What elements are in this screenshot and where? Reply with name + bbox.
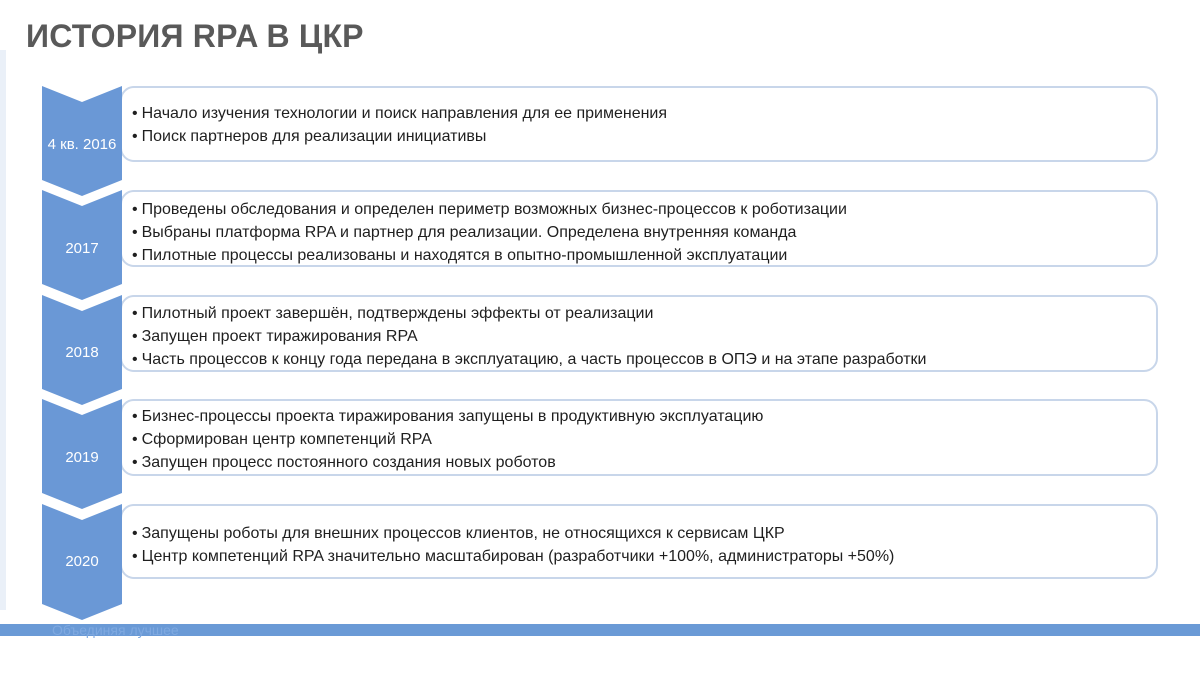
timeline-box-2017	[120, 190, 1158, 267]
footer-slogan: Объединяя лучшее	[52, 622, 179, 638]
timeline-box-2019	[120, 399, 1158, 476]
left-edge-decoration	[0, 50, 6, 610]
timeline-period-label: 2020	[65, 553, 99, 570]
timeline-item: • Проведены обследования и определен периметр возможных бизнес-процессов к роботизации	[132, 198, 1156, 221]
timeline-item: • Бизнес-процессы проекта тиражирования запущены в продуктивную эксплуатацию	[132, 405, 1156, 428]
timeline-box-2018	[120, 295, 1158, 372]
timeline-item: • Часть процессов к концу года передана в эксплуатацию, а часть процессов в ОПЭ и на этапе разработки	[132, 348, 1156, 371]
timeline-item: • Пилотный проект завершён, подтверждены эффекты от реализации	[132, 302, 1156, 325]
timeline-item: • Начало изучения технологии и поиск направления для ее применения	[132, 102, 1156, 125]
timeline-period-label: 2017	[65, 240, 99, 257]
timeline-period-label: 2018	[65, 344, 99, 361]
timeline-item: • Центр компетенций RPA значительно масштабирован (разработчики +100%, администраторы +50%)	[132, 545, 1156, 568]
timeline-item: • Выбраны платформа RPA и партнер для реализации. Определена внутренняя команда	[132, 221, 1156, 244]
timeline-item: • Запущен процесс постоянного создания новых роботов	[132, 451, 1156, 474]
footer-bar	[0, 624, 1200, 636]
timeline-item: • Пилотные процессы реализованы и находятся в опытно-промышленной эксплуатации	[132, 244, 1156, 267]
timeline-item: • Сформирован центр компетенций RPA	[132, 428, 1156, 451]
timeline-box-2016	[120, 86, 1158, 162]
timeline-item: • Запущен проект тиражирования RPA	[132, 325, 1156, 348]
timeline-period-label: 2019	[65, 449, 99, 466]
timeline-box-2020	[120, 504, 1158, 579]
timeline-item: • Поиск партнеров для реализации инициативы	[132, 125, 1156, 148]
page-title: ИСТОРИЯ RPA В ЦКР	[26, 18, 364, 54]
timeline-period-label: 4 кв. 2016	[47, 136, 117, 153]
timeline-item: • Запущены роботы для внешних процессов клиентов, не относящихся к сервисам ЦКР	[132, 522, 1156, 545]
